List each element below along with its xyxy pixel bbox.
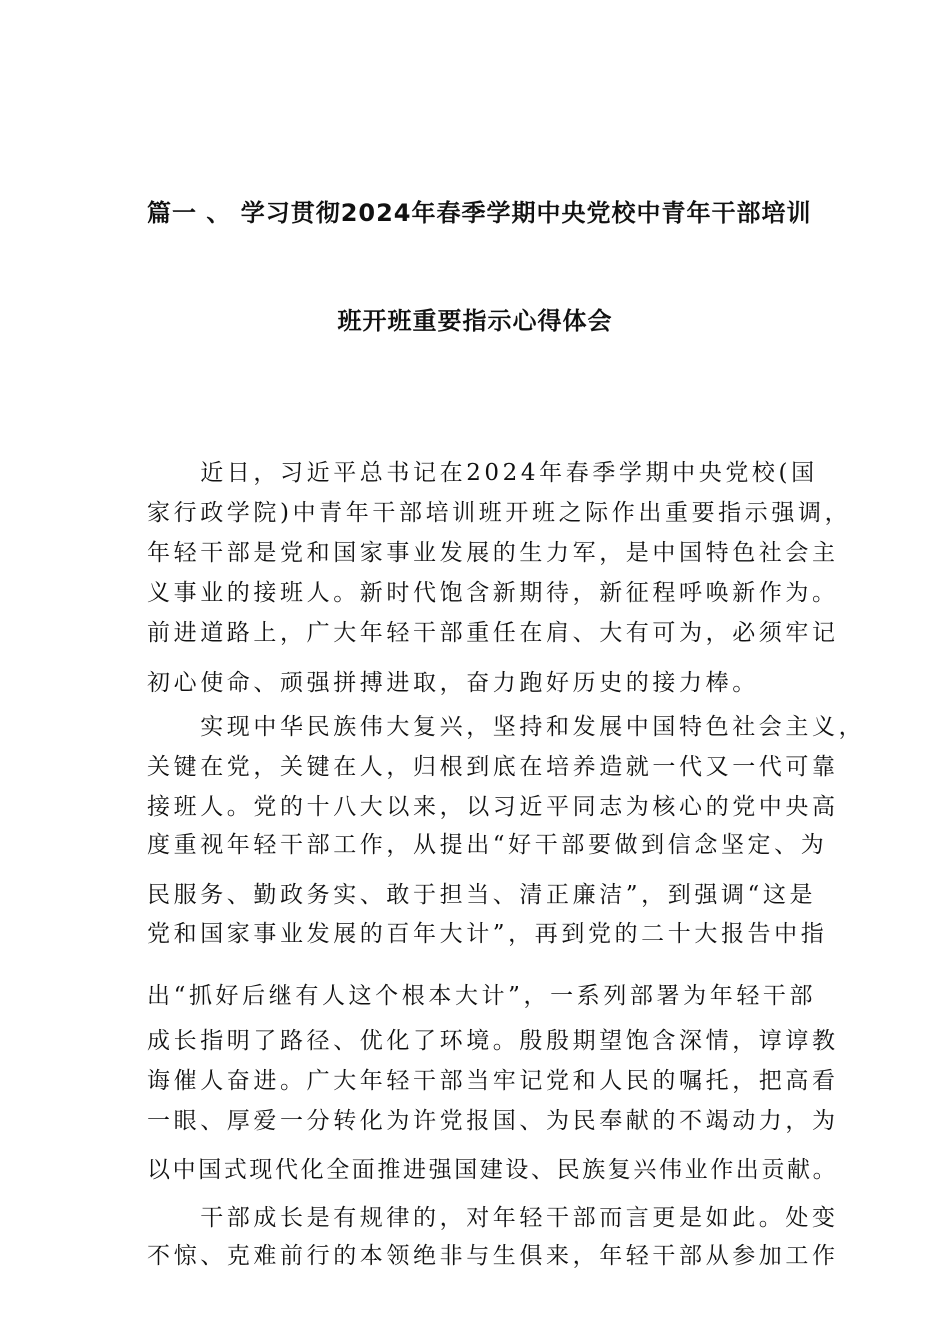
body-line: 前进道路上，广大年轻干部重任在肩、大有可为，必须牢记 xyxy=(147,620,839,646)
body-line: 接班人。党的十八大以来，以习近平同志为核心的党中央高 xyxy=(147,794,839,820)
body-line: 近日，习近平总书记在2024年春季学期中央党校(国 xyxy=(147,460,818,486)
body-line: 实现中华民族伟大复兴，坚持和发展中国特色社会主义， xyxy=(147,714,866,740)
body-line: 年轻干部是党和国家事业发展的生力军，是中国特色社会主 xyxy=(147,540,839,566)
body-line: 民服务、勤政务实、敢于担当、清正廉洁”，到强调“这是 xyxy=(147,882,817,908)
body-line: 一眼、厚爱一分转化为许党报国、为民奉献的不竭动力，为 xyxy=(147,1108,839,1134)
body-line: 不惊、克难前行的本领绝非与生俱来，年轻干部从参加工作 xyxy=(147,1243,839,1269)
document-title-line-2: 班开班重要指示心得体会 xyxy=(337,307,613,335)
body-line: 诲催人奋进。广大年轻干部当牢记党和人民的嘱托，把高看 xyxy=(147,1068,839,1094)
body-line: 干部成长是有规律的，对年轻干部而言更是如此。处变 xyxy=(147,1205,839,1231)
body-line: 成长指明了路径、优化了环境。殷殷期望饱含深情，谆谆教 xyxy=(147,1028,839,1054)
body-line: 关键在党，关键在人，归根到底在培养造就一代又一代可靠 xyxy=(147,754,839,780)
body-line: 初心使命、顽强拼搏进取，奋力跑好历史的接力棒。 xyxy=(147,670,759,696)
body-line: 义事业的接班人。新时代饱含新期待，新征程呼唤新作为。 xyxy=(147,580,839,606)
body-line: 党和国家事业发展的百年大计”，再到党的二十大报告中指 xyxy=(147,921,828,947)
body-line: 以中国式现代化全面推进强国建设、民族复兴伟业作出贡献。 xyxy=(147,1157,839,1183)
body-line: 出“抓好后继有人这个根本大计”，一系列部署为年轻干部 xyxy=(147,983,817,1009)
body-line: 家行政学院)中青年干部培训班开班之际作出重要指示强调， xyxy=(147,500,852,526)
body-line: 度重视年轻干部工作，从提出“好干部要做到信念坚定、为 xyxy=(147,832,828,858)
document-title-line-1: 篇一 、 学习贯彻2024年春季学期中央党校中青年干部培训 xyxy=(147,199,812,227)
